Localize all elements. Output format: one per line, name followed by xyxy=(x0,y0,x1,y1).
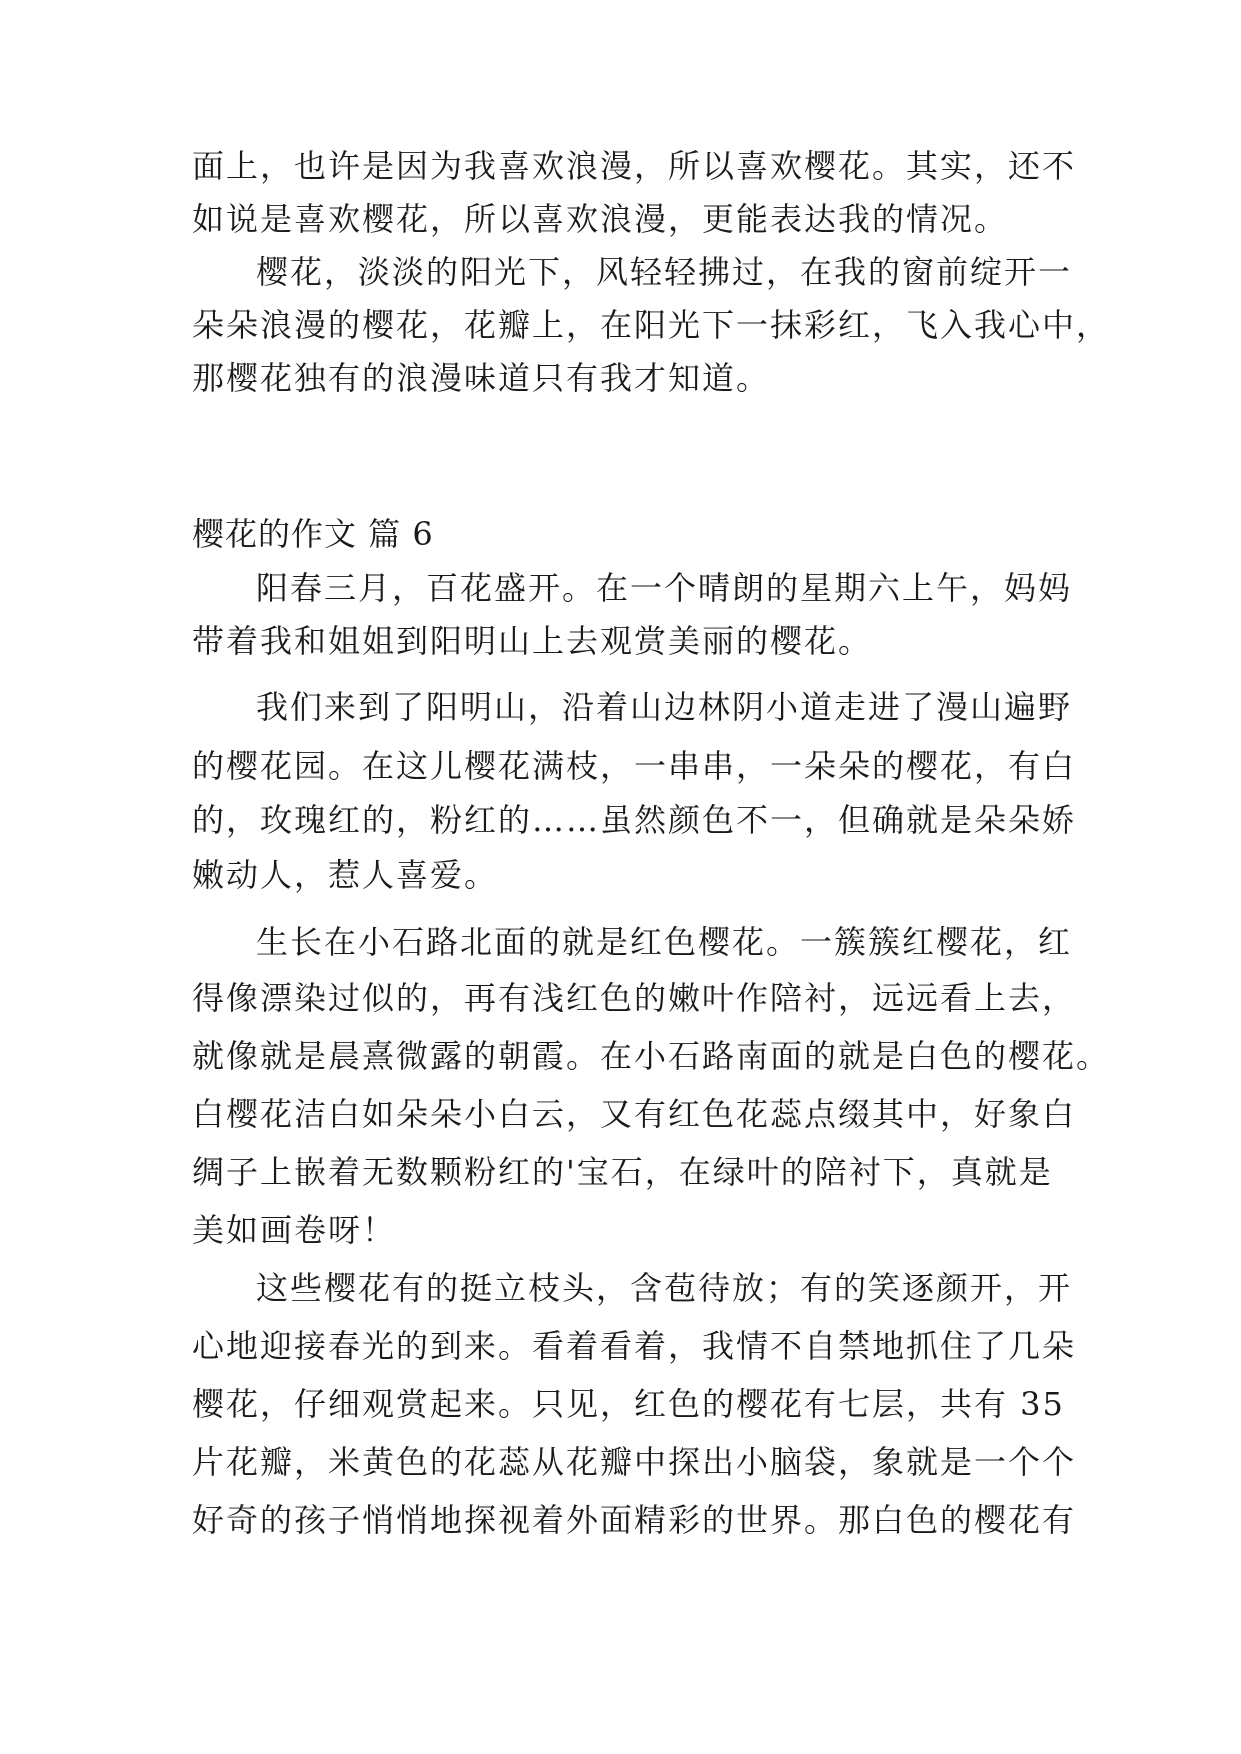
paragraph-line: 片花瓣，米黄色的花蕊从花瓣中探出小脑袋，象就是一个个 xyxy=(192,1443,1077,1481)
paragraph-line: 我们来到了阳明山，沿着山边林阴小道走进了漫山遍野 xyxy=(256,688,1073,726)
paragraph-line: 樱花，仔细观赏起来。只见，红色的樱花有七层，共有 35 xyxy=(192,1385,1065,1423)
paragraph-line: 白樱花洁白如朵朵小白云，又有红色花蕊点缀其中，好象白 xyxy=(192,1095,1077,1133)
paragraph-line: 心地迎接春光的到来。看着看着，我情不自禁地抓住了几朵 xyxy=(192,1327,1077,1365)
paragraph-line: 好奇的孩子悄悄地探视着外面精彩的世界。那白色的樱花有 xyxy=(192,1501,1077,1539)
paragraph-line: 那樱花独有的浪漫味道只有我才知道。 xyxy=(192,359,771,397)
paragraph-line: 朵朵浪漫的樱花，花瓣上，在阳光下一抹彩红，飞入我心中， xyxy=(192,306,1111,344)
section-heading: 樱花的作文 篇 6 xyxy=(192,515,434,553)
paragraph-line: 面上，也许是因为我喜欢浪漫，所以喜欢樱花。其实，还不 xyxy=(192,147,1077,185)
paragraph-line: 的，玫瑰红的，粉红的……虽然颜色不一，但确就是朵朵娇 xyxy=(192,801,1077,839)
paragraph-line: 得像漂染过似的，再有浅红色的嫩叶作陪衬，远远看上去， xyxy=(192,979,1077,1017)
paragraph-line: 绸子上嵌着无数颗粉红的'宝石，在绿叶的陪衬下，真就是 xyxy=(192,1153,1053,1191)
paragraph-line: 樱花，淡淡的阳光下，风轻轻拂过，在我的窗前绽开一 xyxy=(256,253,1073,291)
paragraph-line: 阳春三月，百花盛开。在一个晴朗的星期六上午，妈妈 xyxy=(256,569,1073,607)
paragraph-line: 的樱花园。在这儿樱花满枝，一串串，一朵朵的樱花，有白 xyxy=(192,747,1077,785)
paragraph-line: 带着我和姐姐到阳明山上去观赏美丽的樱花。 xyxy=(192,622,873,660)
paragraph-line: 美如画卷呀！ xyxy=(192,1211,397,1249)
paragraph-line: 嫩动人，惹人喜爱。 xyxy=(192,856,499,894)
paragraph-line: 就像就是晨熹微露的朝霞。在小石路南面的就是白色的樱花。 xyxy=(192,1037,1111,1075)
paragraph-line: 生长在小石路北面的就是红色樱花。一簇簇红樱花，红 xyxy=(256,923,1073,961)
paragraph-line: 这些樱花有的挺立枝头，含苞待放；有的笑逐颜开，开 xyxy=(256,1269,1073,1307)
paragraph-line: 如说是喜欢樱花，所以喜欢浪漫，更能表达我的情况。 xyxy=(192,200,1009,238)
